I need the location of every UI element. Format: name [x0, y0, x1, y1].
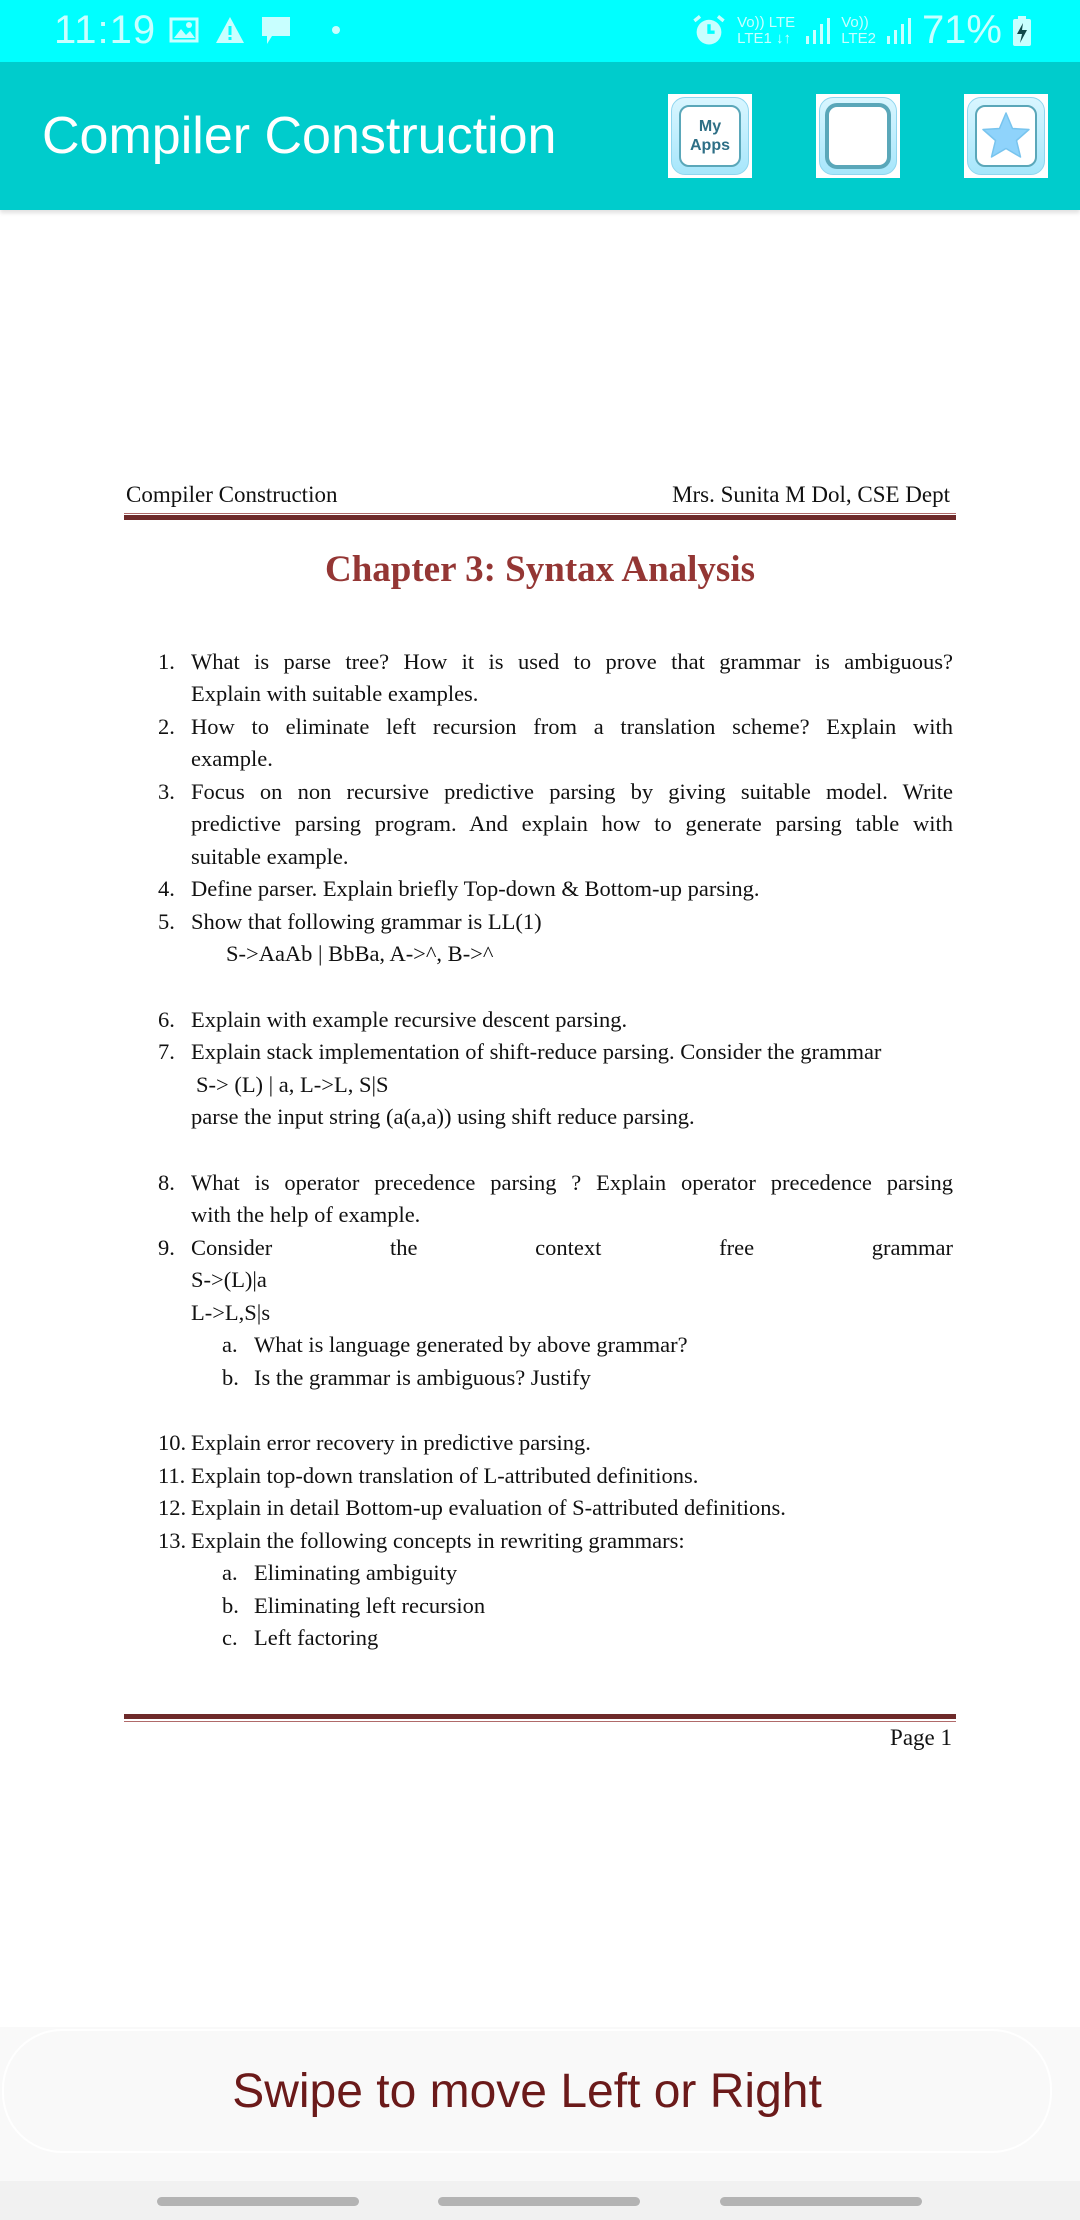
sim1-top: Vo)) LTE	[737, 13, 796, 31]
grammar-rule: L->L,S|s	[191, 1300, 271, 1325]
header-rule-thin	[124, 513, 956, 514]
grammar-rule: S-> (L) | a, L->L, S|S	[196, 1072, 389, 1097]
swipe-hint-pill[interactable]	[2, 2029, 1052, 2153]
page-number: Page 1	[890, 1725, 952, 1750]
question-number: 8.	[158, 1170, 175, 1195]
question-text: What is parse tree? How it is used to prove that grammar is ambiguous?	[191, 649, 953, 674]
question-text: What is operator precedence parsing ? Explain operator precedence parsing	[191, 1170, 953, 1195]
sub-item-text: Is the grammar is ambiguous? Justify	[254, 1365, 591, 1390]
question-number: 9.	[158, 1235, 175, 1260]
footer-rule	[124, 1714, 956, 1719]
my-apps-label	[690, 117, 730, 155]
notification-icons	[168, 14, 352, 46]
question-text: Explain the following concepts in rewriting grammars:	[191, 1528, 685, 1553]
my-apps-label-line2: Apps	[690, 137, 730, 154]
question-text: parse the input string (a(a,a)) using shift reduce parsing.	[191, 1104, 695, 1129]
sub-item-letter: b.	[222, 1365, 239, 1390]
question-text: Explain stack implementation of shift-reduce parsing. Consider the grammar	[191, 1039, 882, 1064]
my-apps-button[interactable]	[668, 94, 752, 178]
rate-inner	[975, 105, 1037, 167]
my-apps-inner	[679, 105, 741, 167]
status-time: 11:19	[54, 8, 157, 52]
sub-item-letter: b.	[222, 1593, 239, 1618]
question-text: with the help of example.	[191, 1202, 421, 1227]
question-text: example.	[191, 746, 273, 771]
question-number: 6.	[158, 1007, 175, 1032]
question-number: 3.	[158, 779, 175, 804]
navigation-bar	[0, 2181, 1080, 2220]
nav-back-button[interactable]	[720, 2197, 922, 2206]
footer-rule-thin	[124, 1721, 956, 1722]
share-icon	[838, 116, 878, 156]
question-text: predictive parsing program. And explain how to generate parsing table with	[191, 811, 953, 836]
battery-percent: 71%	[921, 8, 1002, 52]
question-text: Explain with suitable examples.	[191, 681, 479, 706]
signal-icon	[805, 16, 831, 46]
my-apps-label-line1: My	[698, 118, 722, 135]
document-page[interactable]	[0, 210, 1080, 2030]
question-text: Explain error recovery in predictive parsing.	[191, 1430, 591, 1455]
rate-button[interactable]	[964, 94, 1048, 178]
header-rule	[124, 515, 956, 520]
dot-icon	[320, 14, 352, 46]
gallery-icon	[168, 14, 200, 46]
question-text: Explain top-down translation of L-attributed definitions.	[191, 1463, 699, 1488]
question-text: Define parser. Explain briefly Top-down & Bottom-up parsing.	[191, 876, 760, 901]
question-text: suitable example.	[191, 844, 349, 869]
system-icons	[691, 8, 1032, 53]
sub-item-letter: a.	[222, 1332, 238, 1357]
share-button[interactable]	[816, 94, 900, 178]
doc-header-course: Compiler Construction	[126, 482, 338, 507]
question-text: How to eliminate left recursion from a translation scheme? Explain with	[191, 714, 953, 739]
sub-item-text: Eliminating ambiguity	[254, 1560, 458, 1585]
share-frame	[819, 97, 897, 175]
chapter-title: Chapter 3: Syntax Analysis	[324, 549, 756, 590]
question-text: Focus on non recursive predictive parsing by giving suitable model. Write	[191, 779, 953, 804]
question-number: 1.	[158, 649, 175, 674]
signal-icon	[886, 16, 912, 46]
question-number: 7.	[158, 1039, 175, 1064]
sub-item-letter: a.	[222, 1560, 238, 1585]
doc-header-author: Mrs. Sunita M Dol, CSE Dept	[672, 482, 950, 507]
nav-home-button[interactable]	[438, 2197, 640, 2206]
grammar-rule: S->(L)|a	[191, 1267, 267, 1292]
sim2-bottom: LTE2	[841, 29, 876, 47]
swipe-hint-text: Swipe to move Left or Right	[232, 2064, 822, 2118]
app-bar	[0, 62, 1080, 210]
sim1-bottom: LTE1 ↓↑	[737, 29, 792, 47]
sub-item-text: Left factoring	[254, 1625, 379, 1650]
share-inner	[827, 105, 889, 167]
sub-item-text: What is language generated by above grammar?	[254, 1332, 688, 1357]
question-number: 10.	[158, 1430, 187, 1455]
message-icon	[260, 14, 292, 46]
nav-recents-button[interactable]	[157, 2197, 359, 2206]
question-number: 5.	[158, 909, 175, 934]
battery-charging-icon	[1012, 15, 1032, 47]
question-number: 11.	[158, 1463, 186, 1488]
warning-icon	[214, 14, 246, 46]
sim2-indicator	[841, 15, 876, 47]
status-bar	[0, 0, 1080, 62]
sim1-indicator	[737, 15, 795, 47]
question-text: Consider the context free grammar	[191, 1235, 953, 1260]
star-icon	[979, 109, 1033, 163]
my-apps-frame	[671, 97, 749, 175]
question-number: 13.	[158, 1528, 187, 1553]
question-number: 4.	[158, 876, 175, 901]
question-text: Explain with example recursive descent parsing.	[191, 1007, 628, 1032]
swipe-banner	[0, 2027, 1080, 2181]
question-text: Explain in detail Bottom-up evaluation of S-attributed definitions.	[191, 1495, 786, 1520]
alarm-icon	[691, 13, 727, 49]
question-number: 2.	[158, 714, 175, 739]
sim2-top: Vo))	[841, 13, 869, 31]
question-number: 12.	[158, 1495, 187, 1520]
app-title: Compiler Construction	[42, 107, 557, 165]
sub-item-text: Eliminating left recursion	[254, 1593, 486, 1618]
question-text: Show that following grammar is LL(1)	[191, 909, 542, 934]
rate-frame	[967, 97, 1045, 175]
grammar-rule: S->AaAb | BbBa, A->^, B->^	[226, 941, 494, 966]
sub-item-letter: c.	[222, 1625, 238, 1650]
